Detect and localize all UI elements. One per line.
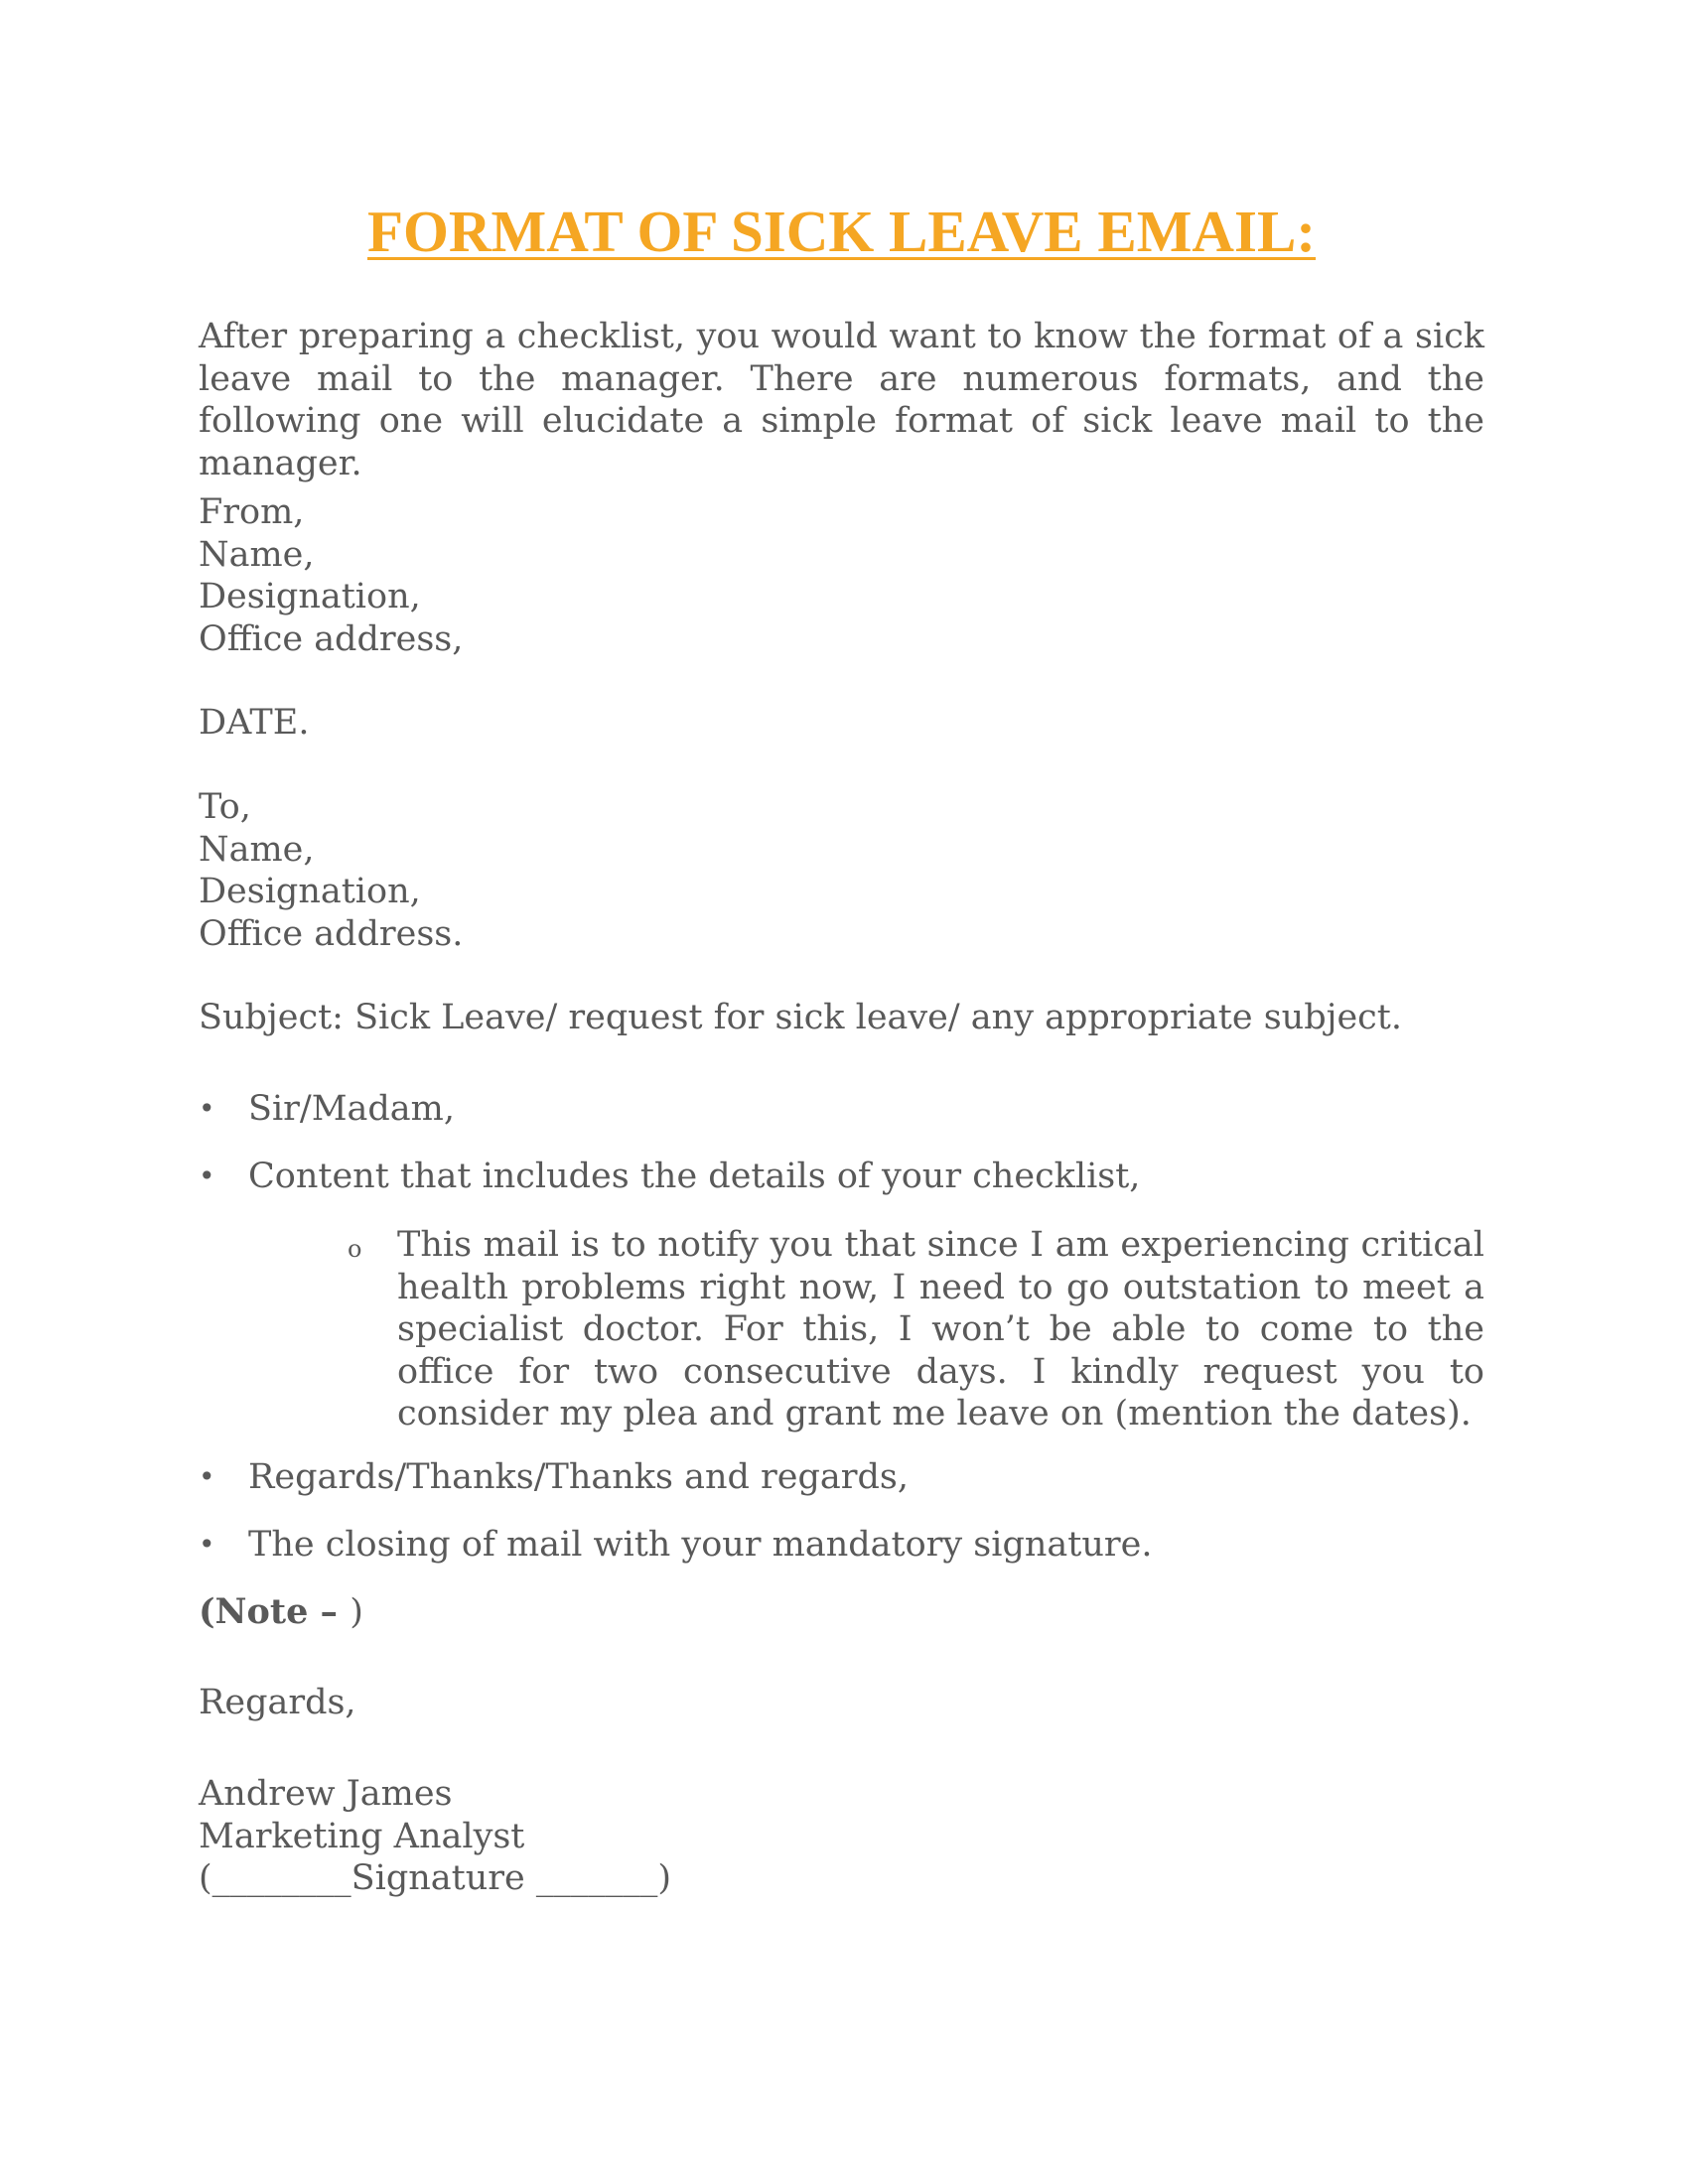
bullet-text: Regards/Thanks/Thanks and regards, bbox=[248, 1457, 909, 1497]
bullet-marker: • bbox=[199, 1092, 215, 1125]
sub-bullet-marker: o bbox=[348, 1235, 362, 1263]
to-name-line: Name, bbox=[199, 829, 315, 870]
bullet-marker: • bbox=[199, 1160, 215, 1192]
closing-line: Regards, bbox=[199, 1683, 356, 1722]
signature-line: (________Signature _______) bbox=[199, 1858, 671, 1898]
document-page bbox=[199, 0, 1484, 2184]
note-close: ) bbox=[350, 1592, 363, 1632]
bullet-text: Content that includes the details of your checklist, bbox=[248, 1157, 1141, 1196]
to-block bbox=[199, 786, 1484, 955]
to-designation-line: Designation, bbox=[199, 872, 421, 911]
from-address-line: Office address, bbox=[199, 618, 464, 659]
signature-block bbox=[199, 1773, 1484, 1900]
bullet-marker: • bbox=[199, 1460, 215, 1493]
sender-title: Marketing Analyst bbox=[199, 1816, 525, 1856]
intro-paragraph: After preparing a checklist, you would want to know the format of a sick leave mail to the manager. There are numerous formats, and the following one will elucidate a simple format of sick leave mail to the manager. bbox=[199, 317, 1484, 483]
note-line bbox=[199, 1591, 1484, 1634]
sub-bullet-text: This mail is to notify you that since I am experiencing critical health problems right now, I need to go outstation to meet a specialist doctor. For this, I won’t be able to come to the office for two consecutive days. I kindly request you to consider my plea and grant me leave on (mention the dates). bbox=[397, 1225, 1484, 1433]
from-designation-line: Designation, bbox=[199, 577, 421, 616]
subject-line: Subject: Sick Leave/ request for sick leave/ any appropriate subject. bbox=[199, 998, 1402, 1037]
date-line: DATE. bbox=[199, 703, 310, 743]
bullet-text: Sir/Madam, bbox=[248, 1089, 455, 1129]
bullet-marker: • bbox=[199, 1528, 215, 1561]
from-line: From, bbox=[199, 492, 305, 532]
note-label: (Note – bbox=[199, 1591, 351, 1632]
from-block bbox=[199, 491, 1484, 660]
bullet-text: The closing of mail with your mandatory signature. bbox=[248, 1525, 1153, 1565]
sender-name: Andrew James bbox=[199, 1774, 453, 1814]
document-title: FORMAT OF SICK LEAVE EMAIL: bbox=[366, 199, 1317, 264]
from-name-line: Name, bbox=[199, 534, 315, 575]
to-line: To, bbox=[199, 787, 251, 827]
to-address-line: Office address. bbox=[199, 913, 464, 954]
